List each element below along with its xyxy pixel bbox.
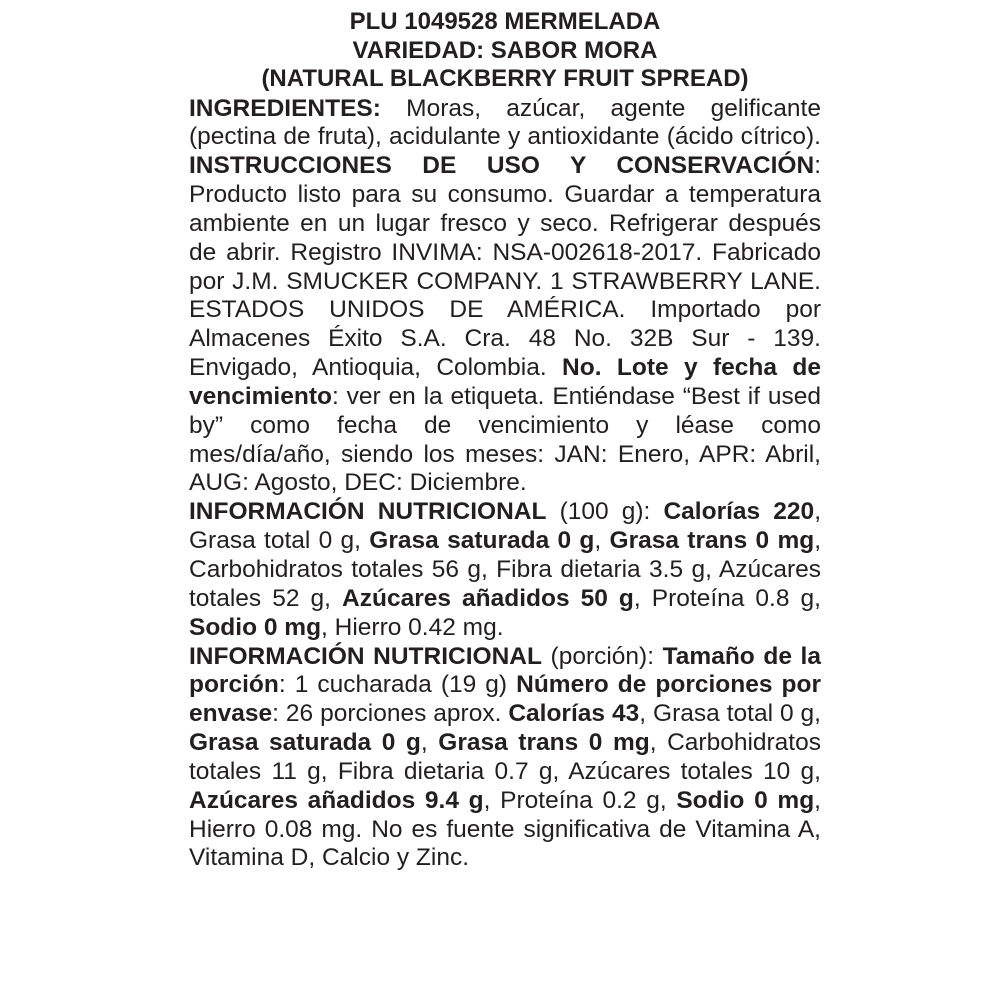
nutrition-serving-bold: Calorías 43	[508, 700, 640, 728]
nutrition-serving-text: ,	[420, 729, 439, 757]
product-label	[189, 8, 821, 873]
nutrition-100g-paragraph	[189, 498, 821, 642]
nutrition-serving-paragraph	[189, 643, 821, 874]
nutrition-100g-text: , Carbohidratos totales 56 g, Fibra dietaria 3.5 g, Azúcares totales 52 g,	[189, 527, 822, 612]
nutrition-serving-bold: Azúcares añadidos 9.4 g	[189, 786, 484, 814]
instructions-text: : Producto listo para su consumo. Guardar a temperatura ambiente en un lugar fresco y seco. Refrigerar después de abrir. Registro INVIMA: NSA-002618-2017. Fabricado por J.M. SMUCKER COMPANY. 1 STRAWBERRY LANE. ESTADOS UNIDOS DE AMÉRICA. Importado por Almacenes Éxito S.A. Cra. 48 No. 32B Sur - 139. Envigado, Antioquia, Colombia.	[189, 152, 821, 382]
ingredients-text: Moras, azúcar, agente gelificante (pectina de fruta), acidulante y antioxidante (ácido cítrico).	[189, 94, 821, 151]
nutrition-serving-text: : 1 cucharada (19 g)	[278, 671, 517, 699]
nutrition-serving-bold: Sodio 0 mg	[676, 786, 815, 814]
nutrition-serving-bold: Grasa saturada 0 g	[189, 729, 421, 757]
instructions-label: INSTRUCCIONES DE USO Y CONSERVACIÓN	[189, 152, 815, 180]
nutrition-100g-text: , Proteína 0.8 g,	[633, 584, 821, 612]
nutrition-serving-bold: Grasa trans 0 mg	[438, 729, 650, 757]
nutrition-serving-text: , Carbohidratos totales 11 g, Fibra dietaria 0.7 g, Azúcares totales 10 g,	[189, 729, 821, 785]
nutrition-100g-text: (100 g):	[546, 498, 664, 526]
nutrition-serving-bold: Tamaño de la porción	[189, 642, 821, 699]
nutrition-100g-text: , Hierro 0.42 mg.	[321, 613, 504, 641]
nutrition-serving-text: : 26 porciones aprox.	[272, 700, 509, 728]
nutrition-100g-text: , Grasa total 0 g,	[189, 498, 821, 555]
nutrition-serving-text: , Grasa total 0 g,	[639, 700, 821, 728]
product-name-english: (NATURAL BLACKBERRY FRUIT SPREAD)	[261, 65, 749, 92]
lot-text: : ver en la etiqueta. Entiéndase “Best if used by” como fecha de vencimiento y léase como mes/día/año, siendo los meses: JAN: Enero, APR: Abril, AUG: Agosto, DEC: Diciembre.	[189, 382, 821, 497]
nutrition-serving-text: , Proteína 0.2 g,	[483, 786, 677, 814]
nutrition-100g-text: ,	[594, 527, 610, 555]
nutrition-serving-text: , Hierro 0.08 mg. No es fuente significativa de Vitamina A, Vitamina D, Calcio y Zinc.	[189, 786, 821, 872]
nutrition-serving-bold: Número de porciones por envase	[189, 671, 821, 728]
nutrition-100g-bold: Calorías 220	[663, 498, 815, 526]
nutrition-100g-bold: Grasa trans 0 mg	[609, 527, 815, 555]
nutrition-100g-bold: Azúcares añadidos 50 g	[342, 584, 634, 612]
nutrition-serving-text: (porción):	[541, 642, 663, 670]
nutrition-serving-label: INFORMACIÓN NUTRICIONAL	[189, 642, 542, 670]
plu-title: PLU 1049528 MERMELADA	[349, 8, 661, 35]
nutrition-100g-bold: Grasa saturada 0 g	[369, 527, 595, 555]
lot-label: No. Lote y fecha de vencimiento	[189, 354, 821, 410]
nutrition-100g-label: INFORMACIÓN NUTRICIONAL	[189, 498, 547, 526]
variety-title: VARIEDAD: SABOR MORA	[352, 36, 658, 64]
nutrition-100g-bold: Sodio 0 mg	[189, 613, 322, 641]
ingredients-paragraph	[189, 95, 821, 499]
ingredients-label: INGREDIENTES:	[189, 94, 381, 122]
